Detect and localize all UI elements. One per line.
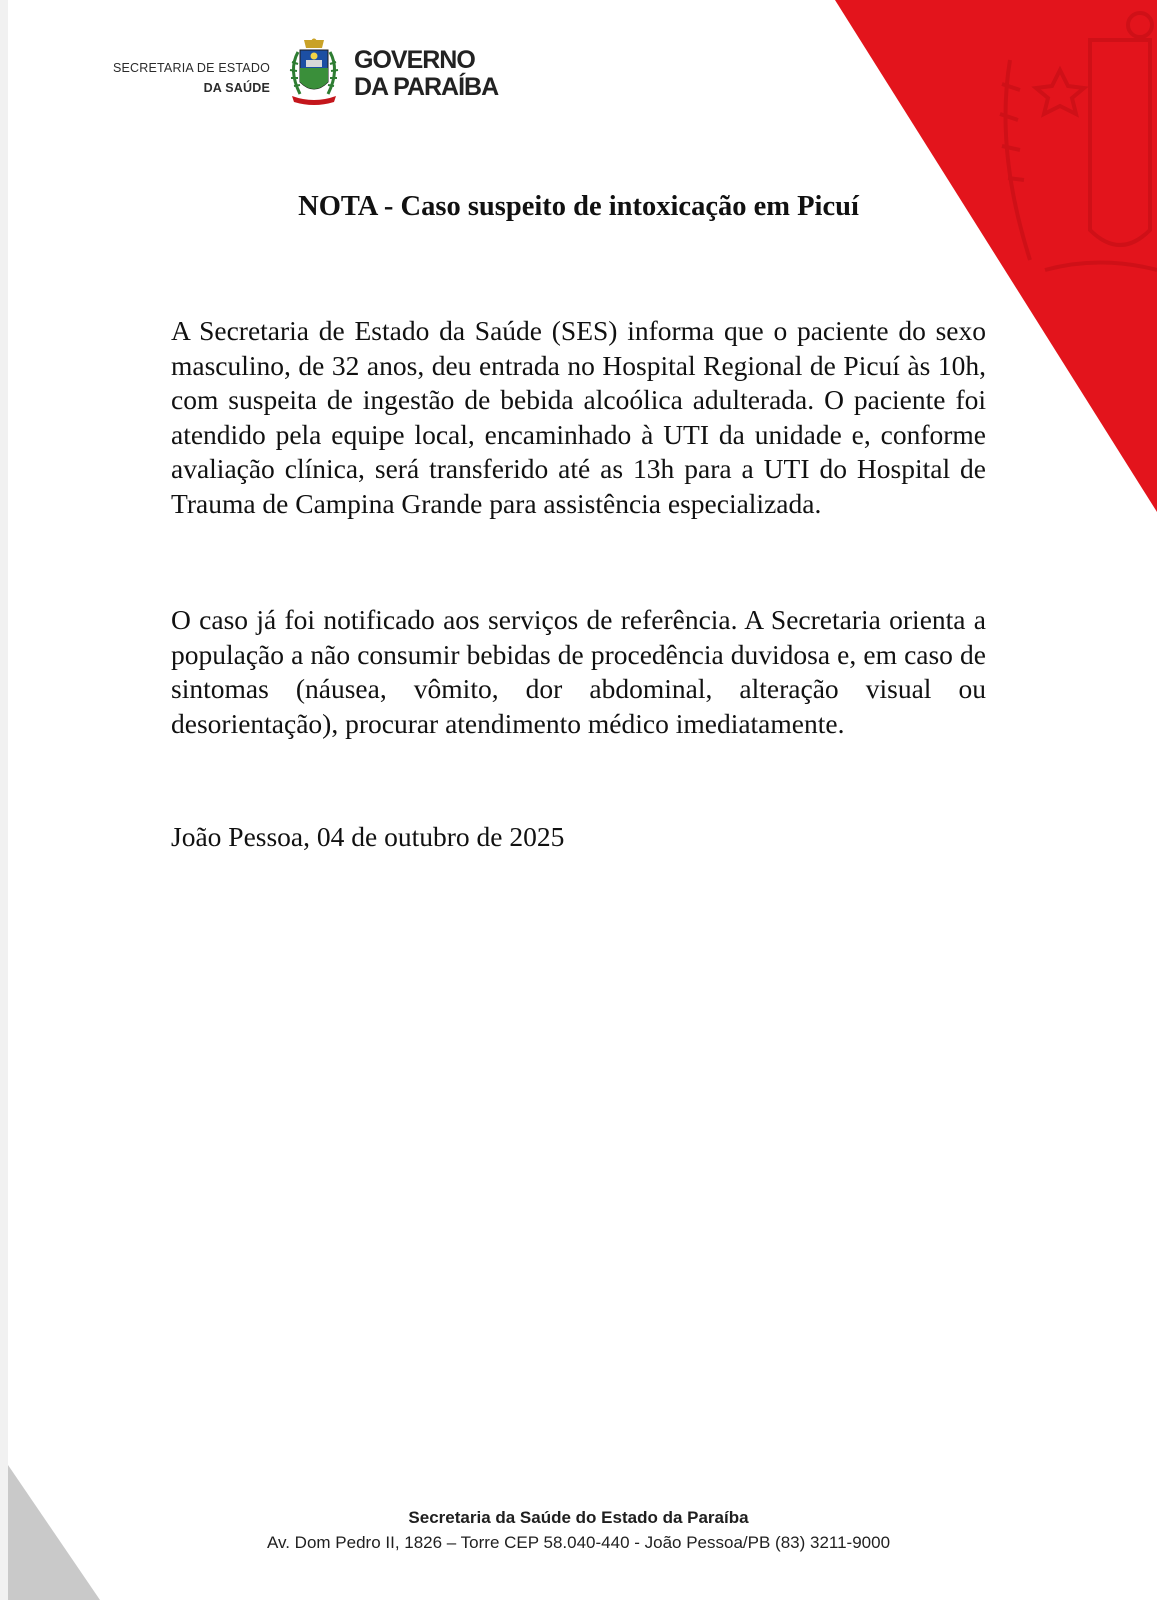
governo-line2: DA PARAÍBA xyxy=(354,73,499,101)
secretaria-line1: SECRETARIA DE ESTADO xyxy=(112,61,270,75)
footer-address: Av. Dom Pedro II, 1826 – Torre CEP 58.040-440 - João Pessoa/PB (83) 3211-9000 xyxy=(266,1533,891,1552)
secretaria-line2: DA SAÚDE xyxy=(203,81,270,95)
paragraph-1: A Secretaria de Estado da Saúde (SES) informa que o paciente do sexo masculino, de 32 anos, deu entrada no Hospital Regional de Picuí às 10h, com suspeita de ingestão de bebida alcoólica adulterada. O paciente foi atendido pela equipe local, encaminhado à UTI da unidade e, conforme avaliação clínica, será transferido até as 13h para a UTI do Hospital de Trauma de Campina Grande para assistência especializada. xyxy=(171,315,986,519)
signoff-date: João Pessoa, 04 de outubro de 2025 xyxy=(171,821,565,852)
paragraph-2: O caso já foi notificado aos serviços de referência. A Secretaria orienta a população a não consumir bebidas de procedência duvidosa e, em caso de sintomas (náusea, vômito, dor abdominal, alteração visual ou desorientação), procurar atendimento médico imediatamente. xyxy=(171,604,986,739)
coat-of-arms-icon xyxy=(282,38,346,108)
governo-line1: GOVERNO xyxy=(354,46,475,74)
secretaria-label xyxy=(100,58,270,98)
document-title: NOTA - Caso suspeito de intoxicação em Picuí xyxy=(298,191,859,222)
governo-wordmark xyxy=(354,47,498,101)
footer-organization: Secretaria da Saúde do Estado da Paraíba xyxy=(408,1508,749,1527)
header-logo xyxy=(100,38,520,108)
